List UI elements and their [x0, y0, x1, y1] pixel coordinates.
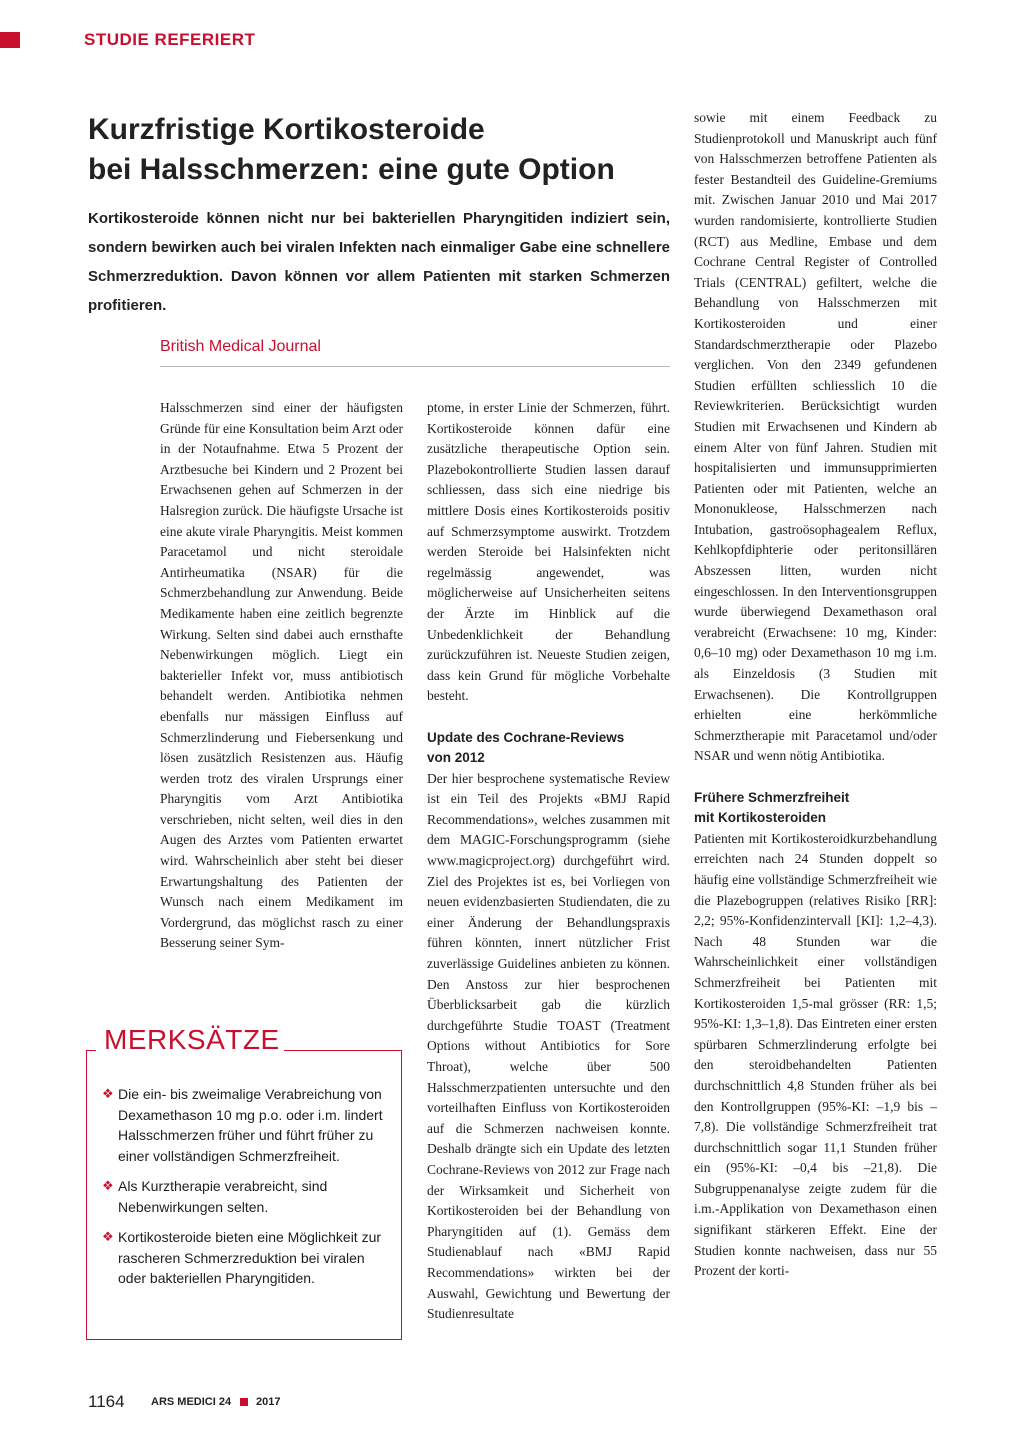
subheading-line: von 2012	[427, 750, 485, 766]
merksaetze-item-text: Als Kurztherapie verabreicht, sind Nebenwirkungen selten.	[118, 1178, 328, 1215]
merksaetze-rule-left	[86, 1050, 96, 1051]
text-column-2	[427, 398, 670, 1325]
paragraph: Der hier besprochene systematische Review ist ein Teil des Projekts «BMJ Rapid Recommendations», welches zusammen mit dem MAGIC-Forschungsprogramm (siehe www.magicproject.org) durchgeführt wird. Ziel des Projektes ist es, bei Vorliegen von neuen evidenzbasierten Studiendaten, die zu einer Änderung der Behandlungspraxis führen könnten, innert nützlicher Frist zuverlässige Guidelines anbieten zu können. Den Anstoss zur hier besprochenen Überblicksarbeit gab die kürzlich durchgeführte Studie TOAST (Treatment Options without Antibiotics for Sore Throat), welche über 500 Halsschmerzpatienten untersuchte und den vorteilhaften Einfluss von Kortikosteroiden auf die Schmerzen nachweisen konnte. Deshalb drängte sich ein Update des letzten Cochrane-Reviews von 2012 zur Frage nach der Wirksamkeit und Sicherheit von Kortikosteroiden bei der Behandlung von Pharyngitiden auf (1). Gemäss dem Studienablauf nach «BMJ Rapid Recommendations» wirkten bei der Auswahl, Gewichtung und Bewertung der Studienresultate	[427, 770, 670, 1322]
paragraph: sowie mit einem Feedback zu Studienprotokoll und Manuskript auch fünf von Halsschmerzen betroffene Patienten als fester Bestandteil des Guideline-Gremiums mit. Zwischen Januar 2010 und Mai 2017 wurden randomisierte, kontrollierte Studien (RCT) aus Medline, Embase und dem Cochrane Central Register of Controlled Trials (CENTRAL) gefiltert, welche die Behandlung von Halsschmerzen mit Kortikosteroiden und einer Standardschmerztherapie oder Plazebo verglichen. Von den 2349 gefundenen Studien erfüllten schliesslich 10 die Reviewkriterien. Berücksichtigt wurden Studien mit Erwachsenen und Kindern ab einem Alter von fünf Jahren. Studien mit hospitalisierten und immunsupprimierten Patienten oder mit Patienten, welche an Mononukleose, Halsschmerzen nach Intubation, gastroösophagealem Reflux, Kehlkopfdiphterie oder peritonsillären Abszessen litten, wurden nicht eingeschlossen. In den Interventionsgruppen wurde überwiegend Dexamethason oral verabreicht (Erwachsene: 10 mg, Kinder: 0,6–10 mg) oder Dexamethason 10 mg i.m. als Einzeldosis (3 Studien mit Erwachsenen). Die Kontrollgruppen erhielten eine herkömmliche Schmerztherapie mit Paracetamol und/oder NSAR und wenn nötig Antibiotika.	[694, 110, 937, 764]
diamond-bullet-icon: ❖	[102, 1229, 114, 1244]
footer-square-icon	[240, 1398, 248, 1406]
page-footer	[88, 1392, 280, 1412]
title-line-1: Kurzfristige Kortikosteroide	[88, 113, 485, 146]
article-source: British Medical Journal	[160, 338, 321, 355]
merksaetze-list	[102, 1084, 394, 1299]
merksaetze-item-text: Kortikosteroide bieten eine Möglichkeit zur rascheren Schmerzreduktion bei viralen oder bakteriellen Pharyngitiden.	[118, 1229, 382, 1286]
subheading-line: Frühere Schmerzfreiheit	[694, 789, 850, 805]
journal-name: ARS MEDICI 24	[151, 1396, 232, 1408]
paragraph: Halsschmerzen sind einer der häufigsten Gründe für eine Konsultation beim Arzt oder in der Notaufnahme. Etwa 5 Prozent der Arztbesuche bei Kindern und 2 Prozent bei Erwachsenen gehen auf Schmerzen in der Halsregion zurück. Die häufigste Ursache ist eine akute virale Pharyngitis. Meist kommen Paracetamol und nicht steroidale Antirheumatika (NSAR) für die Schmerzbehandlung zur Anwendung. Beide Medikamente haben eine zeitlich begrenzte Wirkung. Selten sind dabei auch ernsthafte Nebenwirkungen möglich. Liegt ein bakterieller Infekt vor, muss antibiotisch behandelt werden. Antibiotika nehmen ebenfalls nur mässigen Einfluss auf Schmerzlinderung und Fiebersenkung und lösen zusätzlich Resistenzen aus. Häufig werden trotz des viralen Ursprungs einer Pharyngitis vom Arzt Antibiotika verschrieben, nicht selten, weil dies in den Augen des Arztes vom Patienten erwartet wird. Wahrscheinlich aber steht bei dieser Erwartungshaltung des Patienten der Wunsch nach einem Medikament im Vordergrund, das möglichst rasch zu einer Besserung seiner Sym-	[160, 400, 403, 951]
text-column-1	[160, 398, 403, 954]
diamond-bullet-icon: ❖	[102, 1178, 114, 1193]
article-title	[88, 110, 668, 190]
merksaetze-item	[102, 1084, 394, 1166]
diamond-bullet-icon: ❖	[102, 1086, 114, 1101]
subheading-schmerzfreiheit	[694, 788, 937, 829]
journal-year: 2017	[256, 1396, 281, 1408]
title-line-2: bei Halsschmerzen: eine gute Option	[88, 153, 615, 186]
article-lead: Kortikosteroide können nicht nur bei bakteriellen Pharyngitiden indiziert sein, sondern bewirken auch bei viralen Infekten nach einmaliger Gabe eine schnellere Schmerzreduktion. Davon können vor allem Patienten mit starken Schmerzen profitieren.	[88, 210, 670, 314]
subheading-cochrane	[427, 728, 670, 769]
page-number: 1164	[88, 1392, 125, 1411]
merksaetze-item	[102, 1176, 394, 1217]
merksaetze-rule-right	[270, 1050, 402, 1051]
subheading-line: Update des Cochrane-Reviews	[427, 729, 625, 745]
paragraph: Patienten mit Kortikosteroidkurzbehandlung erreichten nach 24 Stunden doppelt so häufig eine vollständige Schmerzfreiheit wie die Plazebogruppen (relatives Risiko [RR]: 2,2; 95%-Konfidenzintervall [KI]: 1,2–4,3). Nach 48 Stunden war die Wahrscheinlichkeit einer vollständigen Schmerzfreiheit bei Patienten mit Kortikosteroiden 1,5-mal grösser (RR: 1,5; 95%-KI: 1,3–1,8). Das Eintreten einer ersten spürbaren Schmerzlinderung erfolgte bei den steroidbehandelten Patienten durchschnittlich 4,8 Stunden früher als bei den Kontrollgruppen (95%-KI: –1,9 bis –7,8). Die vollständige Schmerzfreiheit trat durchschnittlich sogar 11,1 Stunden früher ein (95%-KI: –0,4 bis –21,8). Die Subgruppenanalyse zeigte zudem für die i.m.-Applikation von Dexamethason einen signifikant stärkeren Effekt. Eine der Studien konnte nachweisen, dass nur 55 Prozent der korti-	[694, 830, 937, 1279]
paragraph: ptome, in erster Linie der Schmerzen, führt. Kortikosteroide können dafür eine zusätzliche therapeutische Option sein. Plazebokontrollierte Studien lassen darauf schliessen, dass sich eine niedrige bis mittlere Dosis eines Kortikosteroids positiv auf Schmerzsymptome auswirkt. Trotzdem werden Steroide bei Halsinfekten nicht regelmässig angewendet, was möglicherweise auf Unsicherheiten seitens der Ärzte im Hinblick auf die Unbedenklichkeit der Behandlung zurückzuführen ist. Neueste Studien zeigen, dass kein Grund für mögliche Vorbehalte besteht.	[427, 400, 670, 704]
divider	[160, 366, 670, 367]
section-label: STUDIE REFERIERT	[84, 30, 256, 49]
merksaetze-title: MERKSÄTZE	[102, 1024, 284, 1056]
merksaetze-item-text: Die ein- bis zweimalige Verabreichung von Dexamethason 10 mg p.o. oder i.m. lindert Halsschmerzen früher und führt früher zu einer vollständigen Schmerzfreiheit.	[118, 1086, 383, 1164]
section-marker	[0, 32, 20, 48]
text-column-3	[694, 108, 937, 1282]
merksaetze-item	[102, 1227, 394, 1289]
subheading-line: mit Kortikosteroiden	[694, 810, 827, 826]
